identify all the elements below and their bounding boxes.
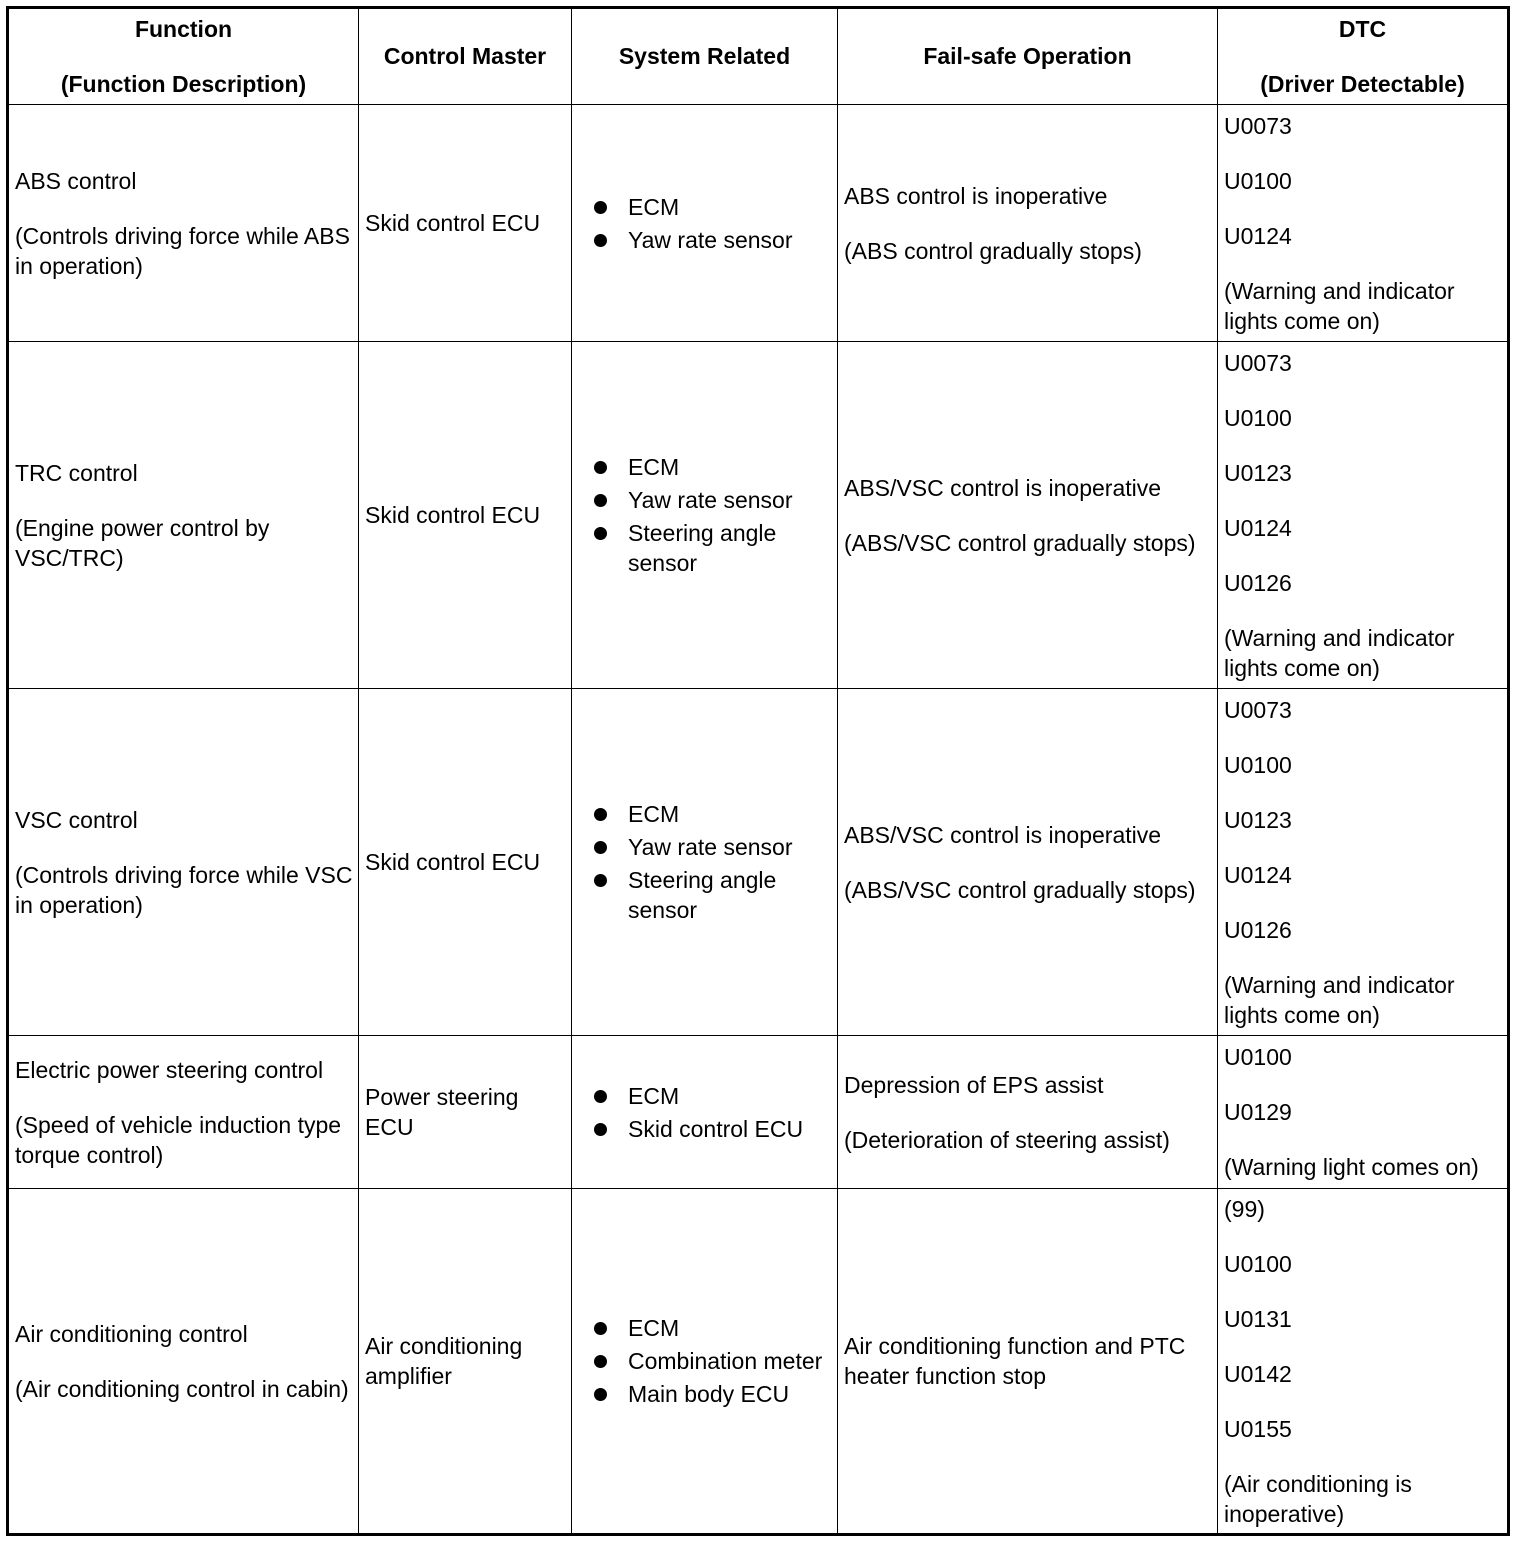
system-related-cell [572,1189,838,1535]
function-name: TRC control [15,459,138,486]
dtc-note: (Warning light comes on) [1224,1154,1479,1180]
header-function-subtitle: (Function Description) [60,71,307,97]
dtc-code: U0126 [1224,569,1292,596]
dtc-cell [1218,342,1509,689]
bullet-icon [594,841,607,854]
fail-safe-cell [838,105,1218,342]
system-item: Yaw rate sensor [594,832,837,862]
system-related-cell [572,105,838,342]
function-cell [8,342,359,689]
system-list [572,1081,837,1144]
dtc-code: U0100 [1224,167,1292,194]
fail-safe-note: (ABS/VSC control gradually stops) [844,529,1196,556]
fail-safe-text: ABS control is inoperative [844,182,1108,209]
system-list [572,799,837,925]
control-master-cell [359,689,572,1036]
dtc-cell [1218,1036,1509,1189]
fail-safe-text: Air conditioning function and PTC heater function stop [844,1333,1186,1389]
system-list [572,1313,837,1409]
dtc-code: U0124 [1224,861,1292,888]
control-master-cell [359,342,572,689]
dtc-note: (Warning and indicator lights come on) [1224,971,1455,1028]
bullet-icon [594,1123,607,1136]
system-related-cell [572,1036,838,1189]
fail-safe-text: Depression of EPS assist [844,1071,1104,1098]
dtc-cell [1218,1189,1509,1535]
dtc-code: U0155 [1224,1415,1292,1442]
bullet-icon [594,1322,607,1335]
bullet-icon [594,1388,607,1401]
system-related-cell [572,689,838,1036]
system-item: Yaw rate sensor [594,485,837,515]
control-master-text: Air conditioning amplifier [365,1333,523,1389]
system-list [572,452,837,578]
function-description: (Controls driving force while ABS in operation) [15,222,350,279]
system-item: Steering angle sensor [594,518,837,578]
system-item: Main body ECU [594,1379,837,1409]
dtc-note: (Air conditioning is inoperative) [1224,1470,1412,1527]
dtc-code: U0124 [1224,514,1292,541]
dtc-code: U0100 [1224,404,1292,431]
control-master-cell [359,105,572,342]
dtc-code: U0073 [1224,696,1292,723]
fail-safe-note: (Deterioration of steering assist) [844,1126,1170,1153]
system-item: ECM [594,192,837,222]
table-row-abs [8,105,1509,342]
header-system-related: System Related [572,8,838,105]
header-fail-safe: Fail-safe Operation [838,8,1218,105]
system-item: ECM [594,1313,837,1343]
dtc-code: U0073 [1224,112,1292,139]
bullet-icon [594,201,607,214]
system-item: ECM [594,452,837,482]
dtc-code: U0129 [1224,1099,1292,1125]
system-item: Yaw rate sensor [594,225,837,255]
dtc-cell [1218,689,1509,1036]
function-cell [8,1189,359,1535]
fail-safe-cell [838,689,1218,1036]
header-row [8,8,1509,105]
dtc-code: U0123 [1224,806,1292,833]
fail-safe-text: ABS/VSC control is inoperative [844,474,1162,501]
dtc-code: U0142 [1224,1360,1292,1387]
header-function [8,8,359,105]
function-description: (Speed of vehicle induction type torque control) [15,1111,342,1168]
control-master-text: Skid control ECU [365,849,541,875]
system-item: Combination meter [594,1346,837,1376]
system-list [572,192,837,255]
bullet-icon [594,494,607,507]
control-master-text: Power steering ECU [365,1084,519,1140]
system-item: ECM [594,799,837,829]
dtc-code: U0131 [1224,1305,1292,1332]
dtc-note: (Warning and indicator lights come on) [1224,277,1455,334]
function-description: (Controls driving force while VSC in operation) [15,861,353,918]
function-cell [8,689,359,1036]
dtc-code: U0100 [1224,1250,1292,1277]
function-cell [8,105,359,342]
system-item: ECM [594,1081,837,1111]
system-item: Skid control ECU [594,1114,837,1144]
dtc-cell [1218,105,1509,342]
bullet-icon [594,1090,607,1103]
dtc-code: U0126 [1224,916,1292,943]
bullet-icon [594,1355,607,1368]
bullet-icon [594,808,607,821]
dtc-code: (99) [1224,1195,1265,1222]
function-table [6,6,1510,1536]
dtc-code: U0073 [1224,349,1292,376]
table-row-trc [8,342,1509,689]
header-dtc-title: DTC [1338,16,1387,42]
header-dtc-subtitle: (Driver Detectable) [1260,71,1465,97]
table-row-vsc [8,689,1509,1036]
header-control-master: Control Master [359,8,572,105]
fail-safe-note: (ABS/VSC control gradually stops) [844,876,1196,903]
dtc-note: (Warning and indicator lights come on) [1224,624,1455,681]
bullet-icon [594,461,607,474]
fail-safe-cell [838,1189,1218,1535]
fail-safe-cell [838,342,1218,689]
dtc-code: U0100 [1224,751,1292,778]
control-master-text: Skid control ECU [365,210,541,236]
system-related-cell [572,342,838,689]
control-master-cell [359,1036,572,1189]
bullet-icon [594,527,607,540]
header-function-title: Function [134,16,233,42]
table-row-eps [8,1036,1509,1189]
dtc-code: U0124 [1224,222,1292,249]
function-description: (Engine power control by VSC/TRC) [15,514,270,571]
control-master-cell [359,1189,572,1535]
header-dtc [1218,8,1509,105]
function-name: Air conditioning control [15,1320,248,1347]
function-name: Electric power steering control [15,1056,324,1083]
bullet-icon [594,234,607,247]
function-description: (Air conditioning control in cabin) [15,1375,349,1402]
bullet-icon [594,874,607,887]
function-name: ABS control [15,167,137,194]
table-row-air-conditioning [8,1189,1509,1535]
fail-safe-text: ABS/VSC control is inoperative [844,821,1162,848]
dtc-code: U0123 [1224,459,1292,486]
fail-safe-cell [838,1036,1218,1189]
function-cell [8,1036,359,1189]
control-master-text: Skid control ECU [365,502,541,528]
dtc-code: U0100 [1224,1044,1292,1070]
fail-safe-note: (ABS control gradually stops) [844,237,1142,264]
system-item: Steering angle sensor [594,865,837,925]
function-name: VSC control [15,806,138,833]
